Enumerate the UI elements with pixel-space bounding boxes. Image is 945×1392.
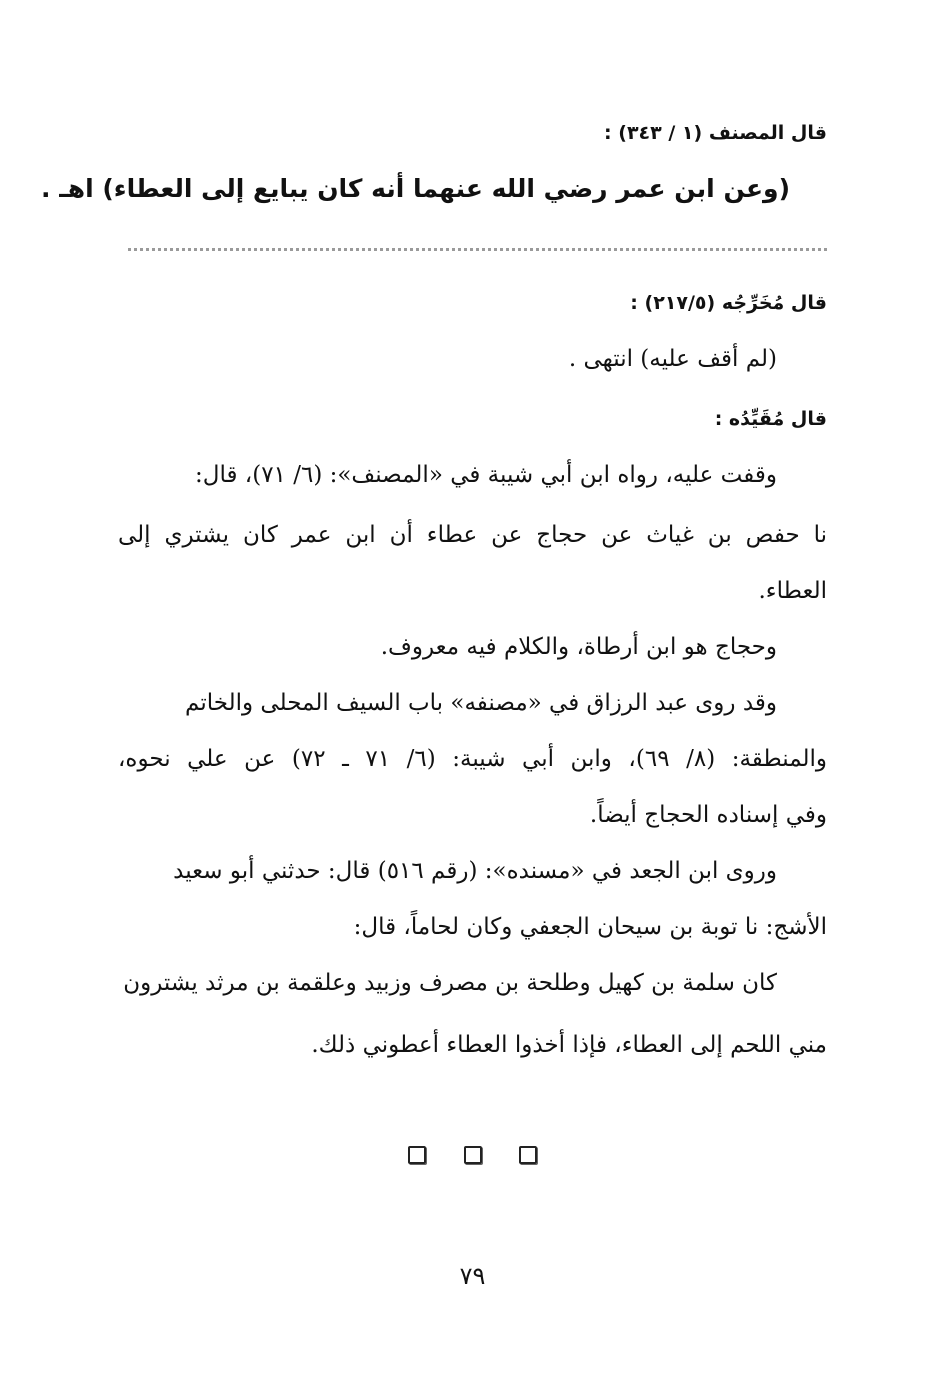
ornament-box-icon xyxy=(408,1146,426,1164)
ornament-box-icon xyxy=(464,1146,482,1164)
takhrij-text: (لم أقف عليه) انتهى . xyxy=(568,346,777,372)
paragraph-2-line-1: وحجاج هو ابن أرطاة، والكلام فيه معروف. xyxy=(380,634,777,660)
paragraph-4-line-1: وروى ابن الجعد في «مسنده»: (رقم ٥١٦) قال: حدثني أبو سعيد xyxy=(173,858,777,884)
paragraph-3-line-1: وقد روى عبد الرزاق في «مصنفه» باب السيف المحلى والخاتم xyxy=(185,690,777,716)
section-end-ornaments xyxy=(0,1146,945,1168)
paragraph-3-line-2: والمنطقة: (٨/ ٦٩)، وابن أبي شيبة: (٦/ ٧١ ـ ٧٢) عن علي نحوه، xyxy=(118,746,828,772)
paragraph-3-line-3: وفي إسناده الحجاج أيضاً. xyxy=(589,802,827,828)
page-number: ٧٩ xyxy=(459,1262,486,1290)
paragraph-1-line-2: نا حفص بن غياث عن حجاج عن عطاء أن ابن عمر كان يشتري إلى xyxy=(118,522,827,548)
section-divider xyxy=(128,248,827,251)
paragraph-5-line-2: مني اللحم إلى العطاء، فإذا أخذوا العطاء أعطوني ذلك. xyxy=(311,1032,827,1058)
paragraph-1-line-1: وقفت عليه، رواه ابن أبي شيبة في «المصنف»: (٦/ ٧١)، قال: xyxy=(195,462,777,488)
section-heading-takhrij: قال مُخَرِّجُه (٢١٧/٥) : xyxy=(630,292,827,314)
ornament-box-icon xyxy=(519,1146,537,1164)
paragraph-1-line-3: العطاء. xyxy=(758,578,827,604)
section-heading-author: قال المصنف (١ / ٣٤٣) : xyxy=(604,122,827,144)
paragraph-4-line-2: الأشج: نا توبة بن سيحان الجعفي وكان لحاماً، قال: xyxy=(353,914,827,940)
author-quote: (وعن ابن عمر رضي الله عنهما أنه كان يبايع إلى العطاء) اهـ . xyxy=(41,174,790,203)
section-heading-muqayyid: قال مُقَيِّدُه : xyxy=(714,408,827,430)
paragraph-5-line-1: كان سلمة بن كهيل وطلحة بن مصرف وزبيد وعلقمة بن مرثد يشترون xyxy=(123,970,777,996)
